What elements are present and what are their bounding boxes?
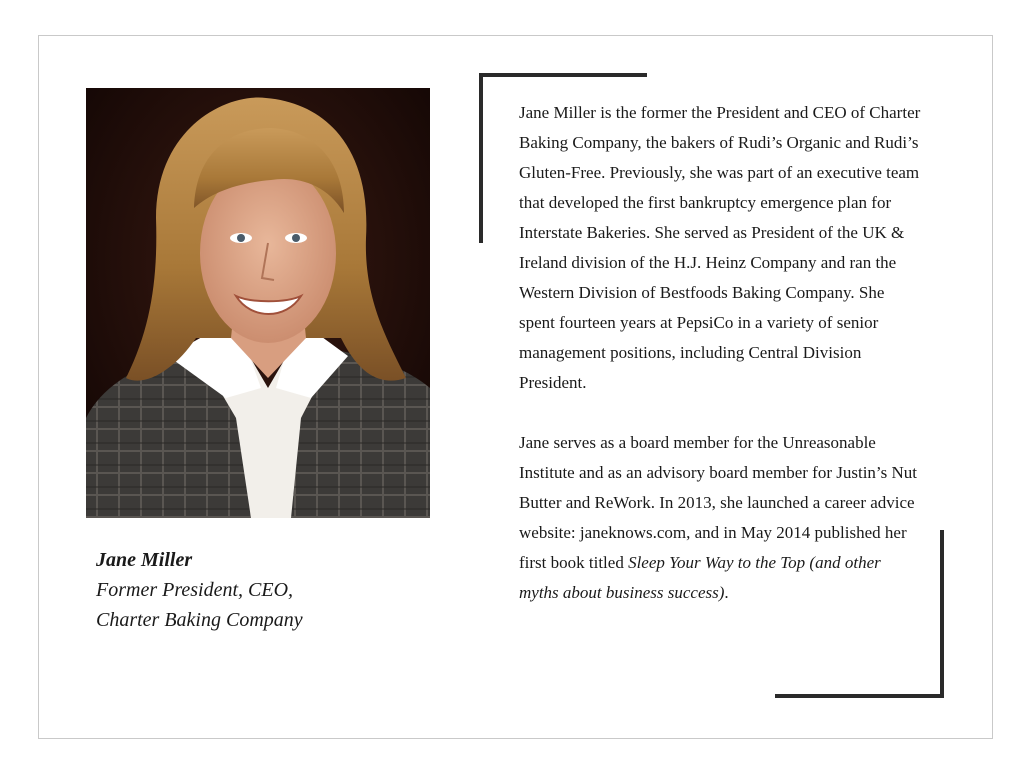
bottom-right-bracket-vertical [940,530,944,698]
bio-paragraph-2-text: Jane serves as a board member for the Unreasonable Institute and as an advisory board member for Justin’s Nut Butter and ReWork. In 2013, she launched a career advice website: janeknows.com, and in May 2014 published her first book titled [519,433,918,572]
profile-caption [96,545,416,635]
profile-name: Jane Miller [96,549,193,571]
portrait-photo [86,88,430,518]
bio-paragraph-2-end: . [724,583,729,602]
book-title: Sleep Your Way to the Top (and other myths about business success) [519,553,881,602]
bio-paragraph-1: Jane Miller is the former the President and CEO of Charter Baking Company, the bakers of Rudi’s Organic and Rudi’s Gluten-Free. Previously, she was part of an executive team that developed the first bankruptcy emergence plan for Interstate Bakeries. She served as President of the UK & Ireland division of the H.J. Heinz Company and ran the Western Division of Bestfoods Baking Company. She spent fourteen years at PepsiCo in a variety of senior management positions, including Central Division President. [519,103,921,392]
bio-paragraph-2 [519,428,924,608]
profile-title-line2: Charter Baking Company [96,609,303,631]
top-left-bracket-vertical [479,73,483,243]
profile-title-line1: Former President, CEO, [96,579,294,601]
bottom-right-bracket-horizontal [775,694,944,698]
top-left-bracket-horizontal [479,73,647,77]
biography [519,98,924,608]
